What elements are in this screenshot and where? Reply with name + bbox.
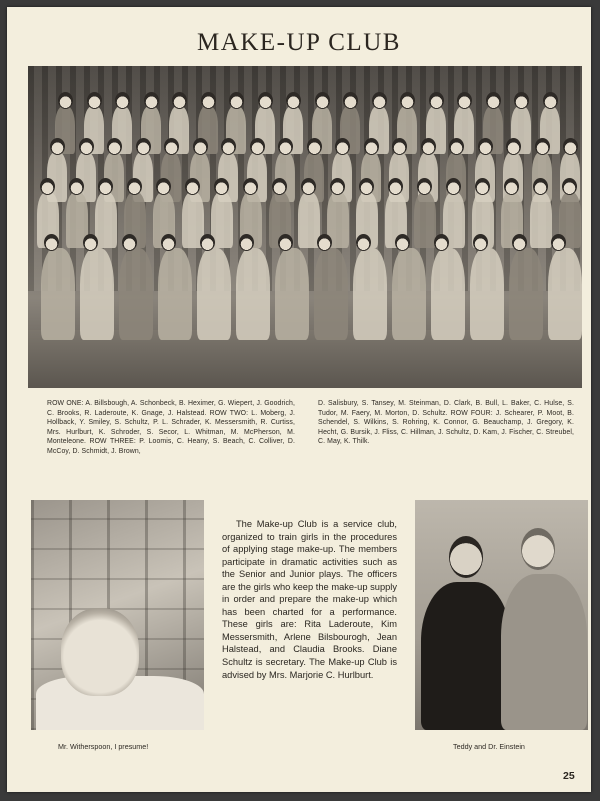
- member-head: [185, 178, 200, 195]
- member-head: [486, 92, 501, 109]
- member-figure: [414, 192, 436, 248]
- member-figure: [275, 248, 309, 340]
- student-face: [61, 608, 139, 696]
- member-head: [543, 92, 558, 109]
- einstein-face: [521, 528, 555, 570]
- member-head: [221, 138, 236, 155]
- member-names-caption-right: D. Salisbury, S. Tansey, M. Steinman, D. Clark, B. Bull, L. Baker, C. Hulse, S. Tudor, M. Faery, M. Morton, D. Schultz. ROW FOUR: J. Schearer, P. Moot, B. Schendel, S. Wilkins, S. Rohring, K. Connor, G. Beauchamp, J. Gregory, K. Hecht, G. Bursik, J. Fliss, C. Hillman, J. Schultz, D. Kam, J. Fischer, C. Streubel, C. May, K. Thilk.: [318, 400, 574, 446]
- yearbook-page: [7, 7, 591, 792]
- member-head: [563, 138, 578, 155]
- club-description: [222, 518, 397, 681]
- member-head: [417, 178, 432, 195]
- member-head: [372, 92, 387, 109]
- member-head: [278, 234, 293, 251]
- member-head: [122, 234, 137, 251]
- member-head: [429, 92, 444, 109]
- member-head: [144, 92, 159, 109]
- member-head: [286, 92, 301, 109]
- member-head: [115, 92, 130, 109]
- member-head: [473, 234, 488, 251]
- member-head: [69, 178, 84, 195]
- member-head: [172, 92, 187, 109]
- page-number: 25: [563, 770, 575, 782]
- member-head: [301, 178, 316, 195]
- member-head: [164, 138, 179, 155]
- member-head: [307, 138, 322, 155]
- member-head: [229, 92, 244, 109]
- member-figure: [158, 248, 192, 340]
- member-head: [478, 138, 493, 155]
- teddy-face: [449, 536, 483, 578]
- member-head: [388, 178, 403, 195]
- einstein-costume: [501, 574, 587, 730]
- member-head: [446, 178, 461, 195]
- member-head: [514, 92, 529, 109]
- member-figure: [119, 248, 153, 340]
- member-head: [58, 92, 73, 109]
- member-head: [434, 234, 449, 251]
- member-names-caption-left: ROW ONE: A. Billsbough, A. Schonbeck, B. Heximer, G. Wiepert, J. Goodrich, C. Brooks, R. Laderoute, K. Gnage, J. Halstead. ROW TWO: L. Moberg, J. Hollback, Y. Smiley, S. Schultz, P. L. Schrader, K. Messersmith, R. Curtiss, Mrs. Hurlburt, K. Schroder, S. Secor, L. Whitman, M. McPherson, M. Monteleone. ROW THREE: P. Loomis, C. Heany, S. Beach, C. Colliver, D. McCoy, D. Schmidt, J. Brown,: [47, 400, 295, 455]
- member-head: [400, 92, 415, 109]
- club-description-text: The Make-up Club is a service club, organized to train girls in the procedures of applying stage make-up. The members participate in dramatic activities such as the Senior and Junior plays. The officers are the girls who keep the make-up supply in order and prepare the make-up which has been charted for a performance. These girls are: Rita Laderoute, Kim Messersmith, Arlene Bilsbourogh, Jean Halstead, and Claudia Brooks. Diane Schultz is secretary. The Make-up Club is advised by Mrs. Marjorie C. Hurlburt.: [222, 519, 397, 680]
- member-head: [512, 234, 527, 251]
- member-head: [421, 138, 436, 155]
- member-head: [535, 138, 550, 155]
- member-head: [79, 138, 94, 155]
- member-head: [193, 138, 208, 155]
- member-head: [200, 234, 215, 251]
- member-head: [317, 234, 332, 251]
- member-head: [83, 234, 98, 251]
- member-head: [44, 234, 59, 251]
- member-figure: [548, 248, 582, 340]
- member-head: [156, 178, 171, 195]
- member-head: [551, 234, 566, 251]
- member-head: [343, 92, 358, 109]
- member-head: [533, 178, 548, 195]
- member-head: [107, 138, 122, 155]
- member-figure: [509, 248, 543, 340]
- member-head: [335, 138, 350, 155]
- group-photo: [28, 66, 582, 388]
- member-head: [504, 178, 519, 195]
- member-head: [214, 178, 229, 195]
- member-head: [562, 178, 577, 195]
- member-head: [506, 138, 521, 155]
- member-head: [330, 178, 345, 195]
- page-title: MAKE-UP CLUB: [197, 29, 401, 56]
- member-head: [161, 234, 176, 251]
- member-figure: [470, 248, 504, 340]
- member-head: [127, 178, 142, 195]
- member-head: [239, 234, 254, 251]
- member-figure: [41, 248, 75, 340]
- member-head: [395, 234, 410, 251]
- member-head: [359, 178, 374, 195]
- member-head: [356, 234, 371, 251]
- left-photo-caption: Mr. Witherspoon, I presume!: [58, 742, 149, 751]
- member-head: [364, 138, 379, 155]
- member-head: [258, 92, 273, 109]
- member-head: [98, 178, 113, 195]
- member-head: [50, 138, 65, 155]
- member-head: [315, 92, 330, 109]
- member-figure: [530, 192, 552, 248]
- teddy-costume: [421, 582, 511, 730]
- member-head: [272, 178, 287, 195]
- member-head: [243, 178, 258, 195]
- member-figure: [353, 248, 387, 340]
- member-figure: [431, 248, 465, 340]
- member-head: [449, 138, 464, 155]
- member-figure: [197, 248, 231, 340]
- member-figure: [314, 248, 348, 340]
- member-head: [87, 92, 102, 109]
- member-head: [201, 92, 216, 109]
- teddy-einstein-photo: [415, 500, 588, 730]
- member-figure: [236, 248, 270, 340]
- member-head: [40, 178, 55, 195]
- member-head: [457, 92, 472, 109]
- member-figure: [80, 248, 114, 340]
- member-figure: [95, 192, 117, 248]
- member-head: [392, 138, 407, 155]
- member-head: [250, 138, 265, 155]
- right-photo-caption: Teddy and Dr. Einstein: [453, 742, 525, 751]
- member-figure: [392, 248, 426, 340]
- witherspoon-photo: [31, 500, 204, 730]
- member-head: [278, 138, 293, 155]
- member-head: [475, 178, 490, 195]
- member-head: [136, 138, 151, 155]
